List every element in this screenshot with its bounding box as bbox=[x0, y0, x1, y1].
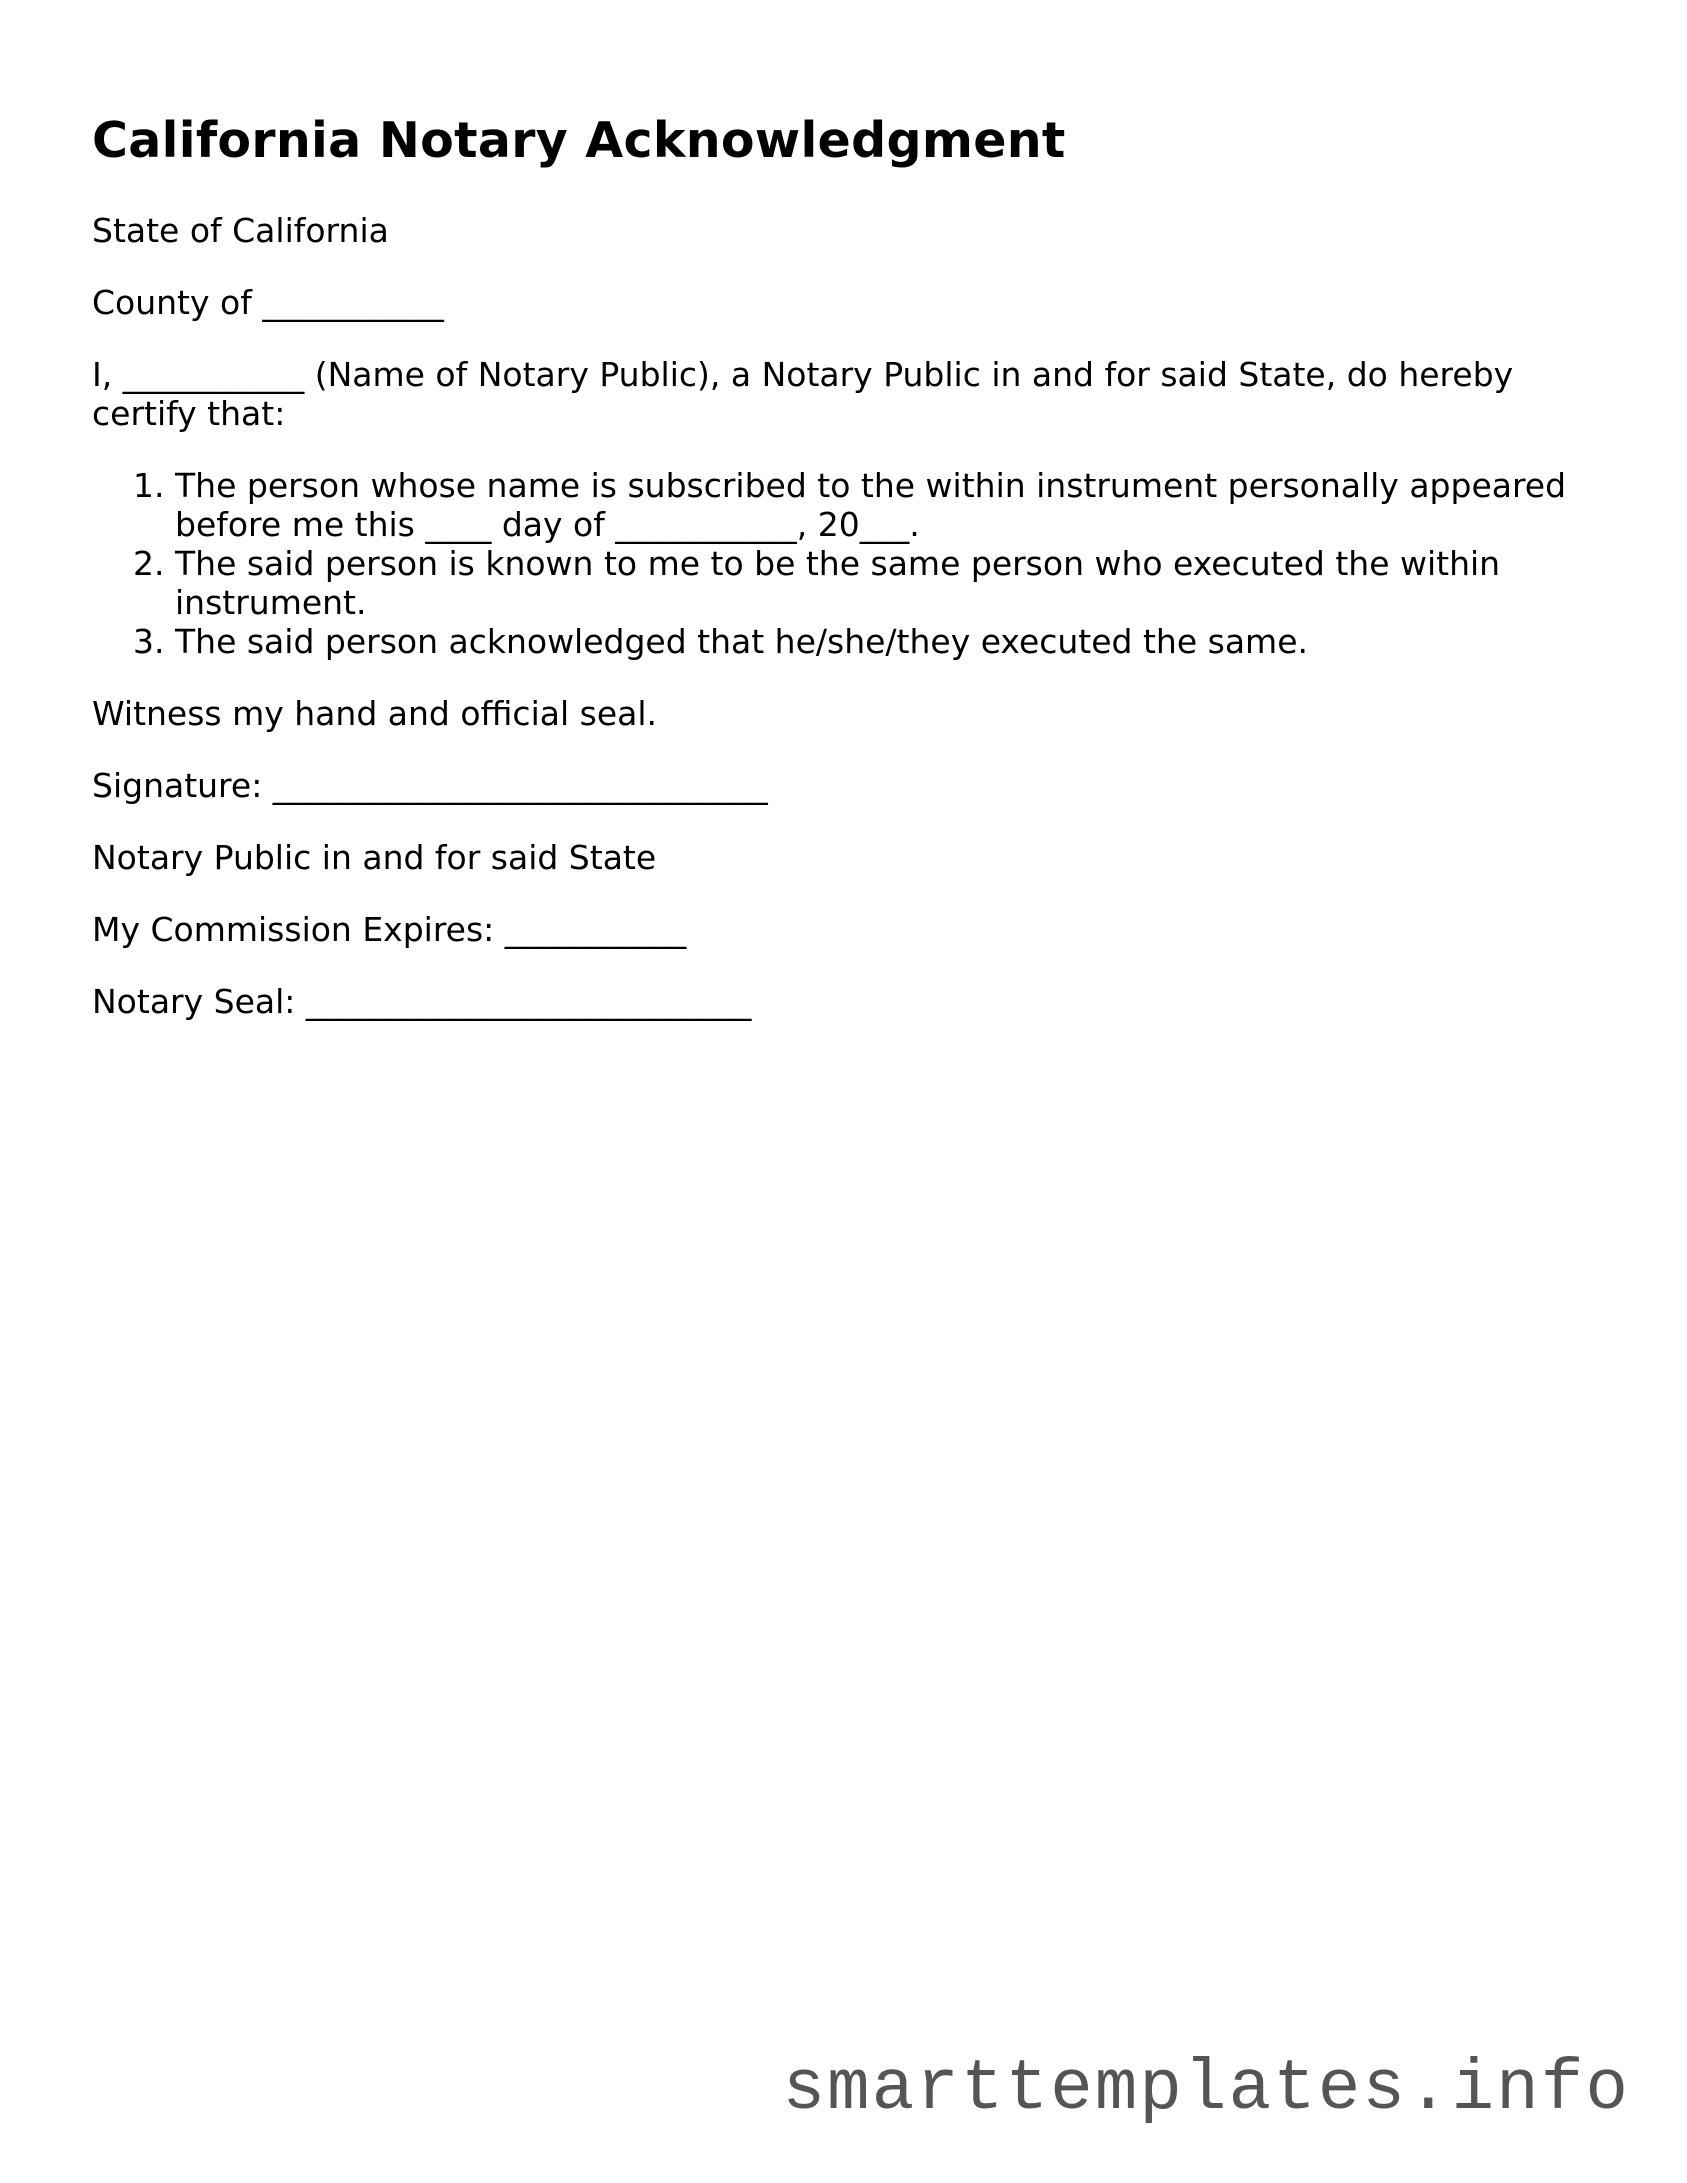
certification-item-3: 3. The said person acknowledged that he/she/they executed the same. bbox=[175, 622, 1602, 661]
certification-list bbox=[92, 466, 1602, 661]
notary-line: Notary Public in and for said State bbox=[92, 837, 657, 877]
commission-line: My Commission Expires: ___________ bbox=[92, 909, 687, 949]
certify-line: I, ___________ (Name of Notary Public), a Notary Public in and for said State, do hereby certify that: bbox=[92, 354, 1514, 433]
document-page bbox=[92, 112, 1602, 1054]
signature-line: Signature: ______________________________ bbox=[92, 765, 768, 805]
document-title: California Notary Acknowledgment bbox=[92, 112, 1066, 169]
seal-line: Notary Seal: ___________________________ bbox=[92, 981, 752, 1021]
witness-line: Witness my hand and official seal. bbox=[92, 693, 657, 733]
watermark: smarttemplates.info bbox=[782, 2050, 1630, 2130]
county-line: County of ___________ bbox=[92, 282, 444, 322]
certification-item-2: 2. The said person is known to me to be the same person who executed the within instrument. bbox=[175, 544, 1602, 622]
state-line: State of California bbox=[92, 210, 389, 250]
certification-item-1: 1. The person whose name is subscribed to the within instrument personally appeared before me this ____ day of ___________, 20___. bbox=[175, 466, 1602, 544]
